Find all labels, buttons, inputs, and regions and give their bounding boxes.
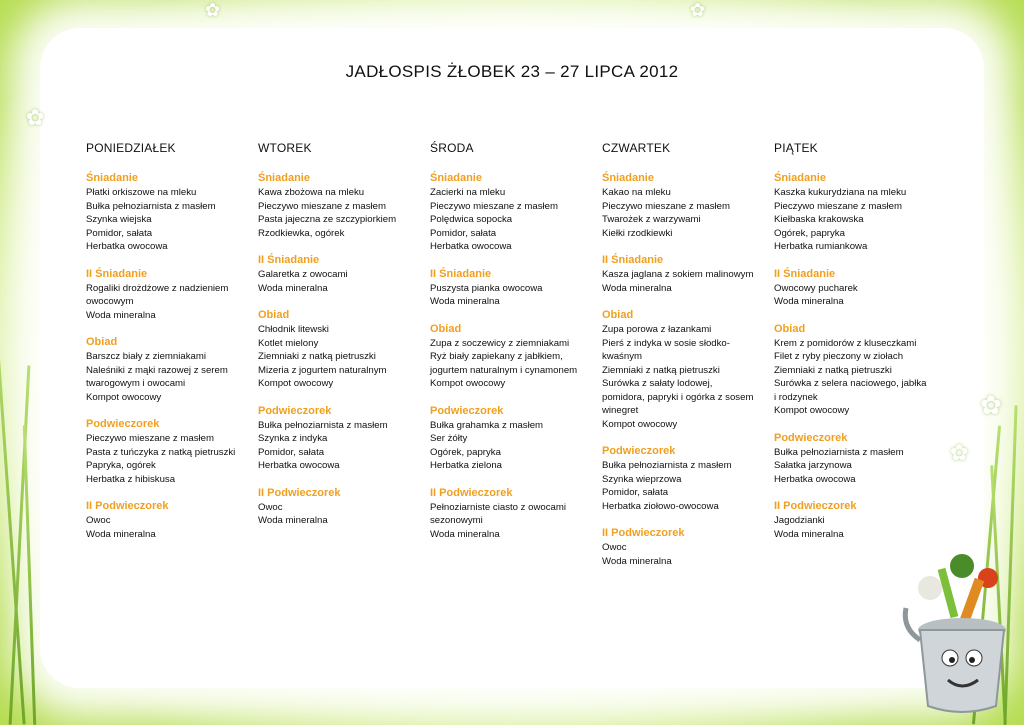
meal-name: II Śniadanie (774, 267, 836, 280)
menu-item: Sałatka jarzynowa (774, 460, 852, 471)
menu-item: twarogowym i owocami (86, 378, 186, 389)
menu-item: Kakao na mleku (602, 187, 671, 198)
menu-item: Pierś z indyka w sosie słodko- (602, 337, 730, 349)
menu-item: Kasza jaglana z sokiem malinowym (602, 269, 754, 280)
menu-item: Bułka pełnoziarnista z masłem (258, 419, 388, 431)
menu-item: Ziemniaki z natką pietruszki (602, 364, 720, 376)
menu-item: Ziemniaki z natką pietruszki (258, 351, 376, 362)
meal-block (602, 527, 772, 568)
meal-name: II Podwieczorek (86, 500, 169, 512)
meal-block (86, 268, 256, 323)
menu-item: Bułka pełnoziarnista z masłem (774, 446, 904, 458)
menu-item: winegret (602, 405, 639, 416)
menu-item: Kompot owocowy (430, 378, 506, 389)
day-heading: PIĄTEK (774, 141, 818, 155)
menu-item: Rzodkiewka, ogórek (258, 227, 345, 239)
meal-name: Śniadanie (258, 172, 310, 184)
menu-item: Owocowy pucharek (774, 282, 858, 294)
menu-item: Herbatka zielona (430, 460, 502, 471)
grass-decoration-left (0, 120, 40, 725)
menu-item: Surówka z sałaty lodowej, (602, 378, 713, 389)
meal-name: Śniadanie (430, 172, 482, 184)
menu-item: Herbatka owocowa (774, 473, 856, 485)
meal-name: II Śniadanie (430, 267, 492, 280)
menu-item: Surówka z selera naciowego, jabłka (774, 378, 927, 389)
day-column (430, 141, 600, 555)
menu-item: Pasta jajeczna ze szczypiorkiem (258, 214, 397, 225)
menu-item: Woda mineralna (258, 515, 328, 526)
meal-name: Śniadanie (86, 172, 138, 184)
meal-block (602, 254, 772, 295)
menu-item: Jagodzianki (774, 515, 825, 526)
menu-item: Zupa z soczewicy z ziemniakami (430, 337, 570, 349)
menu-item: Płatki orkiszowe na mleku (86, 187, 197, 198)
menu-item: Owoc (258, 501, 283, 513)
flower-icon: ✿ (26, 105, 45, 130)
meal-block (258, 172, 428, 240)
menu-item: Kompot owocowy (86, 391, 162, 403)
menu-item: Bułka pełnoziarnista z masłem (602, 460, 732, 471)
menu-item: Rogaliki drożdżowe z nadzieniem (86, 282, 229, 294)
meal-block (86, 336, 256, 404)
menu-item: Woda mineralna (602, 282, 672, 294)
menu-item: Woda mineralna (430, 296, 500, 307)
menu-item: Ogórek, papryka (430, 446, 501, 458)
flower-icon: ✿ (690, 0, 706, 20)
flower-icon: ✿ (980, 390, 1002, 420)
menu-item: Kompot owocowy (258, 378, 334, 389)
menu-item: Woda mineralna (430, 528, 500, 540)
menu-item: Pieczywo mieszane z masłem (430, 200, 558, 212)
day-column (774, 141, 944, 555)
menu-item: jogurtem naturalnym i cynamonem (430, 364, 578, 376)
menu-item: Kawa zbożowa na mleku (258, 187, 365, 198)
menu-item: Herbatka z hibiskusa (86, 473, 176, 485)
menu-item: pomidora, papryki i ogórka z sosem (602, 391, 754, 403)
day-heading: CZWARTEK (602, 141, 671, 155)
menu-item: Kiełbaska krakowska (774, 214, 864, 225)
flower-icon: ✿ (205, 0, 221, 20)
menu-item: Papryka, ogórek (86, 460, 156, 471)
menu-item: Pieczywo mieszane z masłem (602, 200, 730, 212)
meal-block (258, 309, 428, 391)
meal-block (258, 254, 428, 295)
menu-item: Kaszka kukurydziana na mleku (774, 187, 907, 198)
menu-item: kwaśnym (602, 351, 642, 362)
menu-item: sezonowymi (430, 515, 483, 526)
menu-item: Herbatka rumiankowa (774, 241, 868, 252)
menu-item: Naleśniki z mąki razowej z serem (86, 364, 228, 376)
meal-block (774, 268, 944, 309)
meal-block (430, 323, 600, 391)
meal-block (602, 309, 772, 431)
meal-block (774, 500, 944, 541)
meal-block (86, 500, 256, 541)
meal-block (258, 405, 428, 473)
menu-item: Ryż biały zapiekany z jabłkiem, (430, 351, 563, 362)
menu-item: Woda mineralna (86, 528, 156, 540)
menu-item: Galaretka z owocami (258, 269, 348, 280)
meal-block (602, 172, 772, 240)
menu-item: Pomidor, sałata (86, 227, 153, 239)
menu-item: Owoc (86, 515, 111, 526)
meal-block (86, 172, 256, 254)
menu-item: Owoc (602, 542, 627, 553)
menu-item: Puszysta pianka owocowa (430, 282, 543, 294)
meal-name: Obiad (86, 336, 118, 348)
day-heading: PONIEDZIAŁEK (86, 141, 176, 155)
menu-item: Woda mineralna (602, 555, 672, 567)
meal-name: Obiad (774, 322, 806, 335)
menu-item: Bułka grahamka z masłem (430, 419, 544, 431)
menu-item: Herbatka owocowa (86, 241, 168, 252)
meal-block (774, 323, 944, 418)
menu-item: Barszcz biały z ziemniakami (86, 351, 206, 362)
menu-item: Woda mineralna (258, 282, 328, 294)
menu-item: Kotlet mielony (258, 337, 319, 349)
menu-item: Woda mineralna (86, 309, 156, 321)
menu-item: Pomidor, sałata (258, 446, 325, 458)
menu-item: Pieczywo mieszane z masłem (258, 200, 386, 212)
menu-item: Kompot owocowy (602, 418, 678, 430)
day-column (86, 141, 256, 555)
menu-item: Pieczywo mieszane z masłem (774, 200, 902, 212)
menu-item: Herbatka ziołowo-owocowa (602, 500, 719, 512)
meal-name: Śniadanie (602, 172, 654, 184)
meal-name: Podwieczorek (602, 445, 676, 457)
menu-item: Zacierki na mleku (430, 187, 506, 198)
menu-item: Zupa porowa z łazankami (602, 324, 712, 335)
menu-item: i rodzynek (774, 391, 818, 403)
meal-block (86, 418, 256, 486)
menu-item: Kompot owocowy (774, 405, 850, 416)
meal-block (774, 172, 944, 254)
day-heading: ŚRODA (430, 141, 474, 155)
menu-item: Szynka z indyka (258, 433, 328, 444)
meal-block (774, 432, 944, 487)
menu-item: Ziemniaki z natką pietruszki (774, 364, 892, 376)
menu-item: Mizeria z jogurtem naturalnym (258, 364, 387, 376)
day-column (258, 141, 428, 542)
menu-item: Pasta z tuńczyka z natką pietruszki (86, 446, 236, 458)
meal-name: II Śniadanie (86, 267, 148, 280)
meal-block (602, 445, 772, 513)
meal-block (258, 487, 428, 528)
day-column (602, 141, 772, 582)
day-heading: WTOREK (258, 141, 312, 155)
flower-icon: ✿ (950, 440, 969, 465)
menu-item: Woda mineralna (774, 296, 844, 307)
menu-item: Herbatka owocowa (258, 460, 340, 471)
meal-block (430, 172, 600, 254)
meal-name: II Podwieczorek (258, 486, 341, 499)
page-title: JADŁOSPIS ŻŁOBEK 23 – 27 LIPCA 2012 (345, 62, 679, 81)
menu-item: Szynka wieprzowa (602, 473, 682, 485)
meal-name: II Śniadanie (258, 254, 320, 266)
meal-name: II Podwieczorek (430, 486, 513, 499)
menu-item: Ser żółty (430, 433, 468, 444)
meal-name: II Podwieczorek (602, 527, 685, 539)
menu-item: Pieczywo mieszane z masłem (86, 433, 214, 444)
meal-name: Obiad (430, 322, 462, 335)
menu-item: Kiełki rzodkiewki (602, 227, 673, 239)
menu-item: Pomidor, sałata (602, 487, 669, 498)
menu-item: Szynka wiejska (86, 214, 152, 225)
meal-name: Podwieczorek (430, 404, 504, 417)
meal-block (430, 487, 600, 542)
meal-name: Podwieczorek (86, 418, 160, 430)
meal-name: Podwieczorek (774, 431, 848, 444)
meal-name: II Podwieczorek (774, 500, 857, 512)
meal-block (430, 405, 600, 473)
meal-name: Podwieczorek (258, 404, 332, 417)
menu-item: Chłodnik litewski (258, 324, 329, 335)
meal-block (430, 268, 600, 309)
menu-item: Herbatka owocowa (430, 241, 512, 252)
meal-name: Obiad (602, 309, 634, 321)
meal-name: II Śniadanie (602, 254, 664, 266)
menu-item: Filet z ryby pieczony w ziołach (774, 351, 904, 362)
menu-item: Polędwica sopocka (430, 214, 513, 225)
meal-name: Śniadanie (774, 172, 826, 184)
vegetable-pot-mascot-icon (900, 548, 1010, 718)
menu-item: Ogórek, papryka (774, 227, 845, 239)
menu-item: Pełnoziarniste ciasto z owocami (430, 501, 566, 513)
menu-item: Twarożek z warzywami (602, 214, 701, 225)
menu-item: owocowym (86, 296, 134, 307)
menu-item: Krem z pomidorów z kluseczkami (774, 337, 917, 349)
menu-item: Pomidor, sałata (430, 227, 497, 239)
menu-item: Woda mineralna (774, 528, 844, 540)
meal-name: Obiad (258, 309, 290, 321)
menu-item: Bułka pełnoziarnista z masłem (86, 200, 216, 212)
